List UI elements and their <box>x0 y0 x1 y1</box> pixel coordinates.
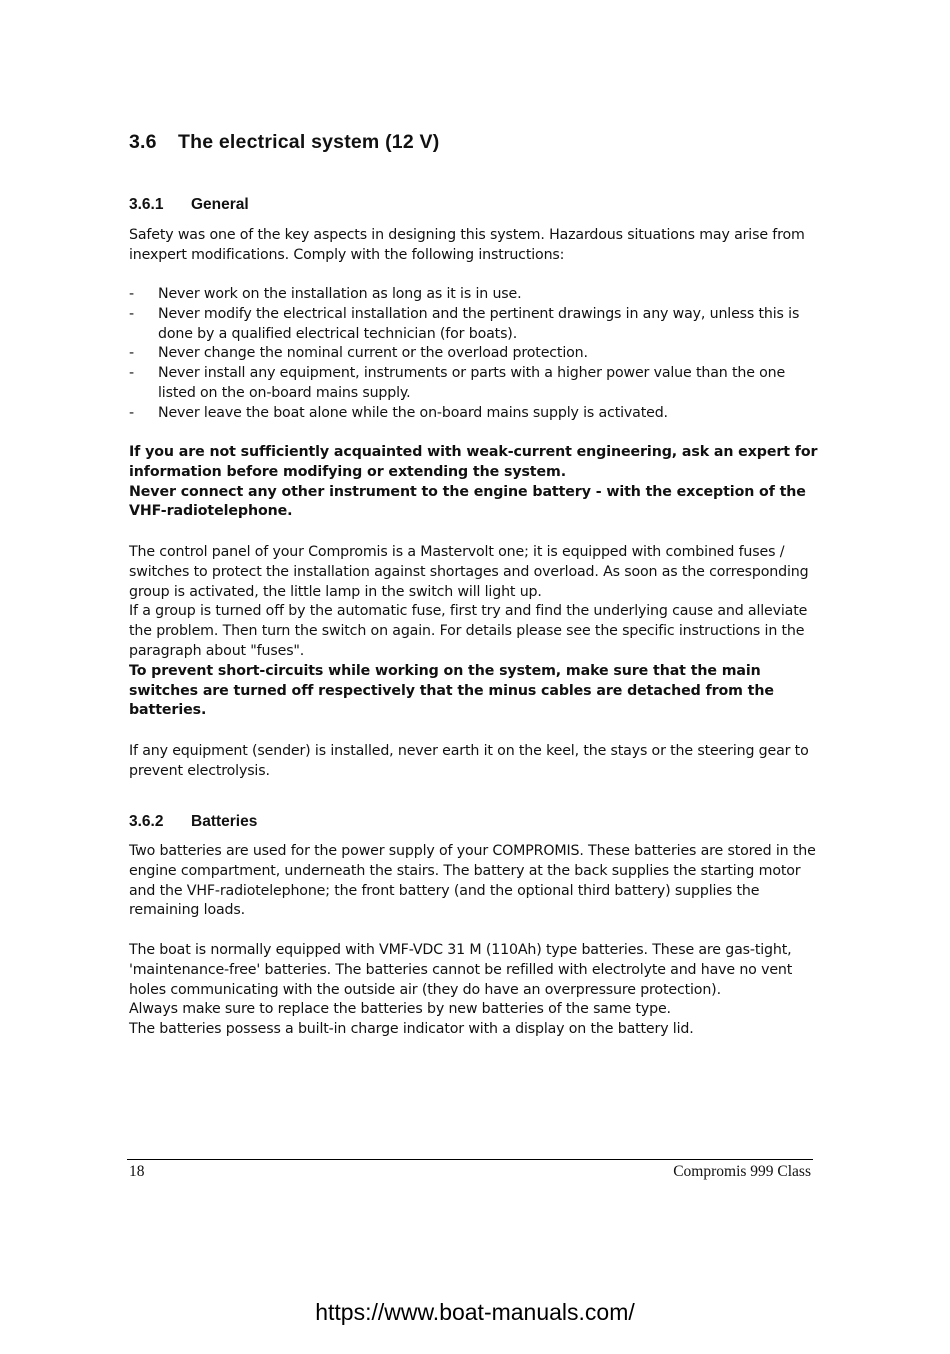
list-item: - Never modify the electrical installation and the pertinent drawings in any way, unless this is done by a qualified electrical technician (for boats). <box>129 305 800 342</box>
subsection-number: 3.6.2 <box>129 813 164 830</box>
document-title: Compromis 999 Class <box>673 1163 811 1180</box>
subsection-title: Batteries <box>191 813 258 830</box>
subsection-number: 3.6.1 <box>129 196 164 213</box>
warning-short-circuit: To prevent short-circuits while working on the system, make sure that the main switches are turned off respectively that the minus cables are detached from the batteries. <box>129 662 774 719</box>
warning-engine-battery: Never connect any other instrument to the engine battery - with the exception of the VHF-radiotelephone. <box>129 483 806 520</box>
section-number: 3.6 <box>129 131 157 153</box>
list-item: - Never change the nominal current or the overload protection. <box>129 345 588 362</box>
warning-block <box>129 443 819 522</box>
subsection-heading-general <box>129 196 249 214</box>
batteries-block-2 <box>129 941 819 1040</box>
electrolysis-block <box>129 742 819 782</box>
control-panel-block <box>129 543 819 721</box>
section-title: The electrical system (12 V) <box>178 131 440 153</box>
batteries-paragraph: Two batteries are used for the power supply of your COMPROMIS. These batteries are stored in the engine compartment, underneath the stairs. The battery at the back supplies the starting motor and the VHF-radiotelephone; the front battery (and the optional third battery) supplies the remaining loads. <box>129 843 816 919</box>
batteries-type-paragraph: The boat is normally equipped with VMF-VDC 31 M (110Ah) type batteries. These are gas-tight, 'maintenance-free' batteries. The batteries cannot be refilled with electrolyte and have no vent holes communicating with the outside air (they do have an overpressure protection). <box>129 942 793 998</box>
general-intro <box>129 226 819 266</box>
watermark-url: https://www.boat-manuals.com/ <box>315 1299 635 1325</box>
list-item: - Never work on the installation as long as it is in use. <box>129 286 522 302</box>
safety-instruction-list <box>129 285 819 424</box>
list-item: - Never leave the boat alone while the on-board mains supply is activated. <box>129 404 668 421</box>
batteries-indicator-paragraph: The batteries possess a built-in charge indicator with a display on the battery lid. <box>129 1021 694 1038</box>
subsection-heading-batteries <box>129 813 257 831</box>
warning-expert: If you are not sufficiently acquainted with weak-current engineering, ask an expert for information before modifying or extending the system. <box>129 444 818 480</box>
batteries-replace-paragraph: Always make sure to replace the batteries by new batteries of the same type. <box>129 1001 671 1018</box>
intro-paragraph: Safety was one of the key aspects in designing this system. Hazardous situations may arise from inexpert modifications. Comply with the following instructions: <box>129 227 805 263</box>
page-number: 18 <box>129 1163 145 1180</box>
electrolysis-paragraph: If any equipment (sender) is installed, never earth it on the keel, the stays or the steering gear to prevent electrolysis. <box>129 743 809 779</box>
section-heading <box>129 131 439 154</box>
subsection-title: General <box>191 196 249 213</box>
batteries-block-1 <box>129 842 819 921</box>
footer-divider <box>127 1159 813 1160</box>
list-item: - Never install any equipment, instruments or parts with a higher power value than the one listed on the on-board mains supply. <box>129 365 786 401</box>
control-panel-paragraph: The control panel of your Compromis is a Mastervolt one; it is equipped with combined fuses / switches to protect the installation against shortages and overload. As soon as the corresponding group is activated, the little lamp in the switch will light up. <box>129 544 809 600</box>
fuse-group-paragraph: If a group is turned off by the automatic fuse, first try and find the underlying cause and alleviate the problem. Then turn the switch on again. For details please see the specific instructions in the paragraph about "fuses". <box>129 603 808 659</box>
